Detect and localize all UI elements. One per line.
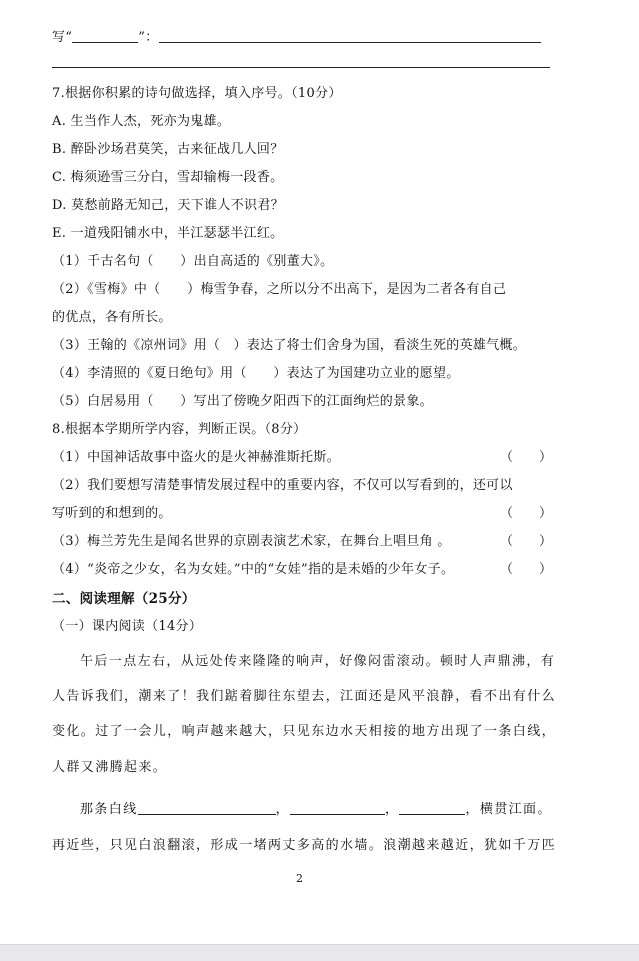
q8-item-2-cont: 写听到的和想到的。 [52,506,172,521]
q8-title: 8.根据本学期所学内容，判断正误。（8分） [52,422,307,437]
passage-line: 人告诉我们，潮来了！我们踮着脚往东望去，江面还是风平浪静，看不出有什么 [52,689,557,704]
comma: ， [385,802,400,817]
answer-paren[interactable]: （ ） [500,450,553,465]
q7-item-1: （1）千古名句（ ）出自高适的《别董大》。 [52,254,334,269]
viewer-bottom-bar [0,944,639,961]
q8-item-1: （1）中国神话故事中盗火的是火神赫淮斯托斯。 [52,450,340,465]
passage-line: 人群又沸腾起来。 [52,760,168,775]
q7-option-d: D. 莫愁前路无知己，天下谁人不识君？ [52,198,284,213]
q7-option-e: E. 一道残阳铺水中，半江瑟瑟半江红。 [52,226,284,241]
answer-blank[interactable] [159,30,541,43]
section-title: 二、阅读理解（25分） [52,591,196,607]
sentence-end: ，横贯江面。 [465,802,552,817]
sentence-start: 那条白线 [80,802,138,817]
q7-item-2-cont: 的优点，各有所长。 [52,310,172,325]
answer-blank[interactable] [138,802,276,815]
q7-item-2: （2）《雪梅》中（ ）梅雪争春，之所以分不出高下，是因为二者各有自己 [52,282,507,297]
passage-line: 午后一点左右，从远处传来隆隆的响声，好像闷雷滚动。顿时人声鼎沸，有 [80,654,556,669]
q8-item-4: （4）“炎帝之少女，名为女娃。”中的“女娃”指的是未婚的少年女子。 [52,562,455,577]
answer-blank[interactable] [72,30,138,43]
answer-blank[interactable] [399,802,465,815]
q7-item-3: （3）王翰的《凉州词》用（ ）表达了将士们舍身为国，看淡生死的英雄气概。 [52,338,527,353]
passage-line: 变化。过了一会儿，响声越来越大，只见东边水天相接的地方出现了一条白线， [52,724,557,739]
answer-line[interactable] [52,67,550,68]
page-number: 2 [296,872,303,885]
q7-item-4: （4）李清照的《夏日绝句》用（ ）表达了为国建功立业的愿望。 [52,366,460,381]
fill-in-prompt [52,26,541,45]
q7-option-a: A. 生当作人杰，死亦为鬼雄。 [52,114,231,129]
q7-option-c: C. 梅须逊雪三分白，雪却输梅一段香。 [52,170,284,185]
answer-paren[interactable]: （ ） [500,534,553,549]
answer-blank[interactable] [290,802,385,815]
fill-blank-sentence [80,798,552,817]
prompt-prefix: 写“ [52,30,73,45]
q7-item-5: （5）白居易用（ ）写出了傍晚夕阳西下的江面绚烂的景象。 [52,394,433,409]
passage-line: 再近些，只见白浪翻滚，形成一堵两丈多高的水墙。浪潮越来越近，犹如千万匹 [52,838,557,853]
q7-option-b: B. 醉卧沙场君莫笑，古来征战几人回？ [52,142,284,157]
comma: ， [275,802,291,817]
q8-item-3: （3）梅兰芳先生是闻名世界的京剧表演艺术家，在舞台上唱旦角 。 [52,534,451,549]
answer-paren[interactable]: （ ） [500,506,553,521]
q8-item-2: （2）我们要想写清楚事情发展过程中的重要内容，不仅可以写看到的，还可以 [52,478,513,493]
prompt-colon: ”： [138,30,159,45]
q7-title: 7.根据你积累的诗句做选择，填入序号。（10分） [52,86,342,101]
answer-paren[interactable]: （ ） [500,562,553,577]
subsection-title: （一）课内阅读（14分） [52,619,203,634]
